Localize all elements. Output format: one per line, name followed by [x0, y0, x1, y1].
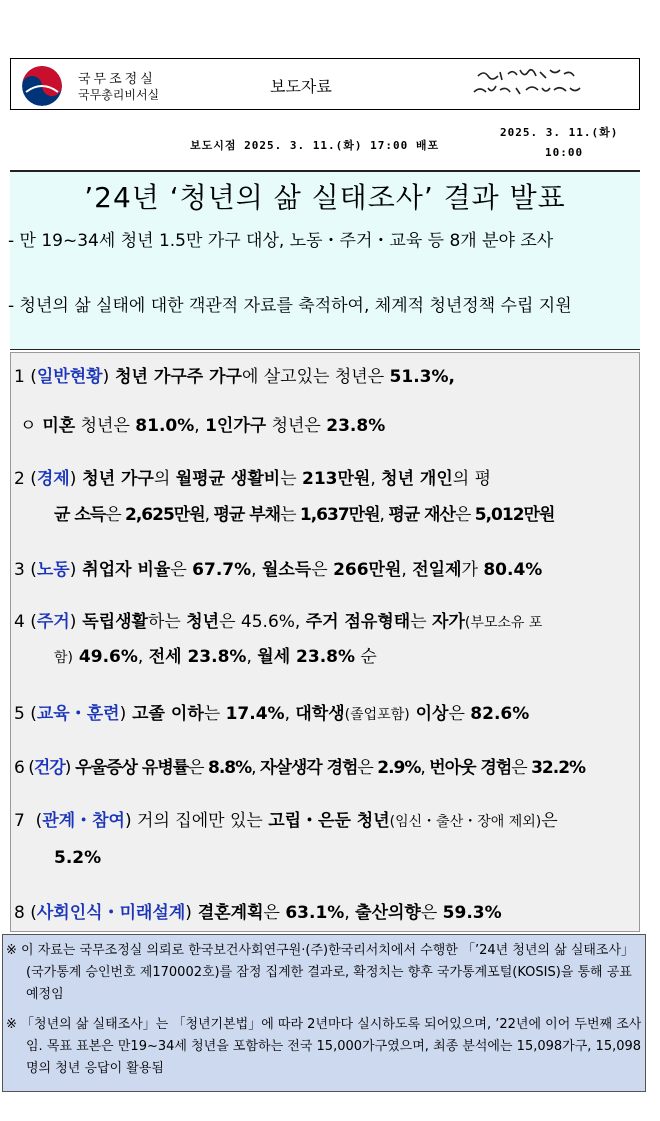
embargo-text: 보도시점 2025. 3. 11.(화) 17:00 배포 — [190, 139, 440, 152]
org-name-1: 국무조정실 — [78, 72, 156, 87]
release-time: 10:00 — [545, 146, 584, 159]
doc-type-label: 보도자료 — [270, 77, 332, 96]
summary-item-7: 7 (관계・참여) 거의 집에만 있는 고립・은둔 청년(임신・출산・장애 제외)은 5.2% — [14, 811, 558, 868]
summary-item-4: 4 (주거) 독립생활하는 청년은 45.6%, 주거 점유형태는 자가(부모소유 포 함) 49.6%, 전세 23.8%, 월세 23.8% 순 — [14, 612, 543, 667]
footnote-2: ※ 「청년의 삶 실태조사」는 「청년기본법」에 따라 2년마다 실시하도록 되어있으며, ’22년에 이어 두번째 조사임. 목표 표본은 만19~34세 청년을 포함하는 전국 15,000가구였으며, 최종 분석에는 15,098가구, 15,098명의 청년 응답이 활용됨 — [6, 1017, 642, 1076]
summary-item-5: 5 (교육・훈련) 고졸 이하는 17.4%, 대학생(졸업포함) 이상은 82.6% — [14, 704, 530, 724]
summary-item-6: 6 (건강) 우울증상 유병률은 8.8%, 자살생각 경험은 2.9%, 번아웃 경험은 32.2% — [14, 758, 586, 778]
org-name-2: 국무총리비서실 — [78, 88, 160, 102]
government-emblem-icon — [22, 66, 62, 106]
summary-item-3: 3 (노동) 취업자 비율은 67.7%, 월소득은 266만원, 전일제가 80.4% — [14, 560, 543, 580]
summary-item-8: 8 (사회인식・미래설계) 결혼계획은 63.1%, 출산의향은 59.3% — [14, 903, 502, 923]
slogan-logo — [470, 64, 600, 100]
summary-item-2: 2 (경제) 청년 가구의 월평균 생활비는 213만원, 청년 개인의 평 균 소득은 2,625만원, 평균 부채는 1,637만원, 평균 재산은 5,012만원 — [14, 469, 555, 525]
page-title: ’24년 ‘청년의 삶 실태조사’ 결과 발표 — [84, 181, 566, 214]
subtitle-1: - 만 19~34세 청년 1.5만 가구 대상, 노동・주거・교육 등 8개 분야 조사 — [8, 231, 554, 251]
release-date: 2025. 3. 11.(화) — [500, 126, 619, 139]
summary-item-1: 1 (일반현황) 청년 가구주 가구에 살고있는 청년은 51.3%, — [14, 367, 455, 387]
summary-item-1-sub: ㅇ 미혼 청년은 81.0%, 1인가구 청년은 23.8% — [20, 416, 386, 436]
footnote-1: ※ 이 자료는 국무조정실 의뢰로 한국보건사회연구원·(주)한국리서치에서 수행한 「’24년 청년의 삶 실태조사」 (국가통계 승인번호 제170002호)를 잠정 집계한 결과로, 확정치는 향후 국가통계포털(KOSIS)을 통해 공표 예정임 — [6, 943, 635, 1002]
subtitle-2: - 청년의 삶 실태에 대한 객관적 자료를 축적하여, 체계적 청년정책 수립 지원 — [8, 296, 572, 316]
